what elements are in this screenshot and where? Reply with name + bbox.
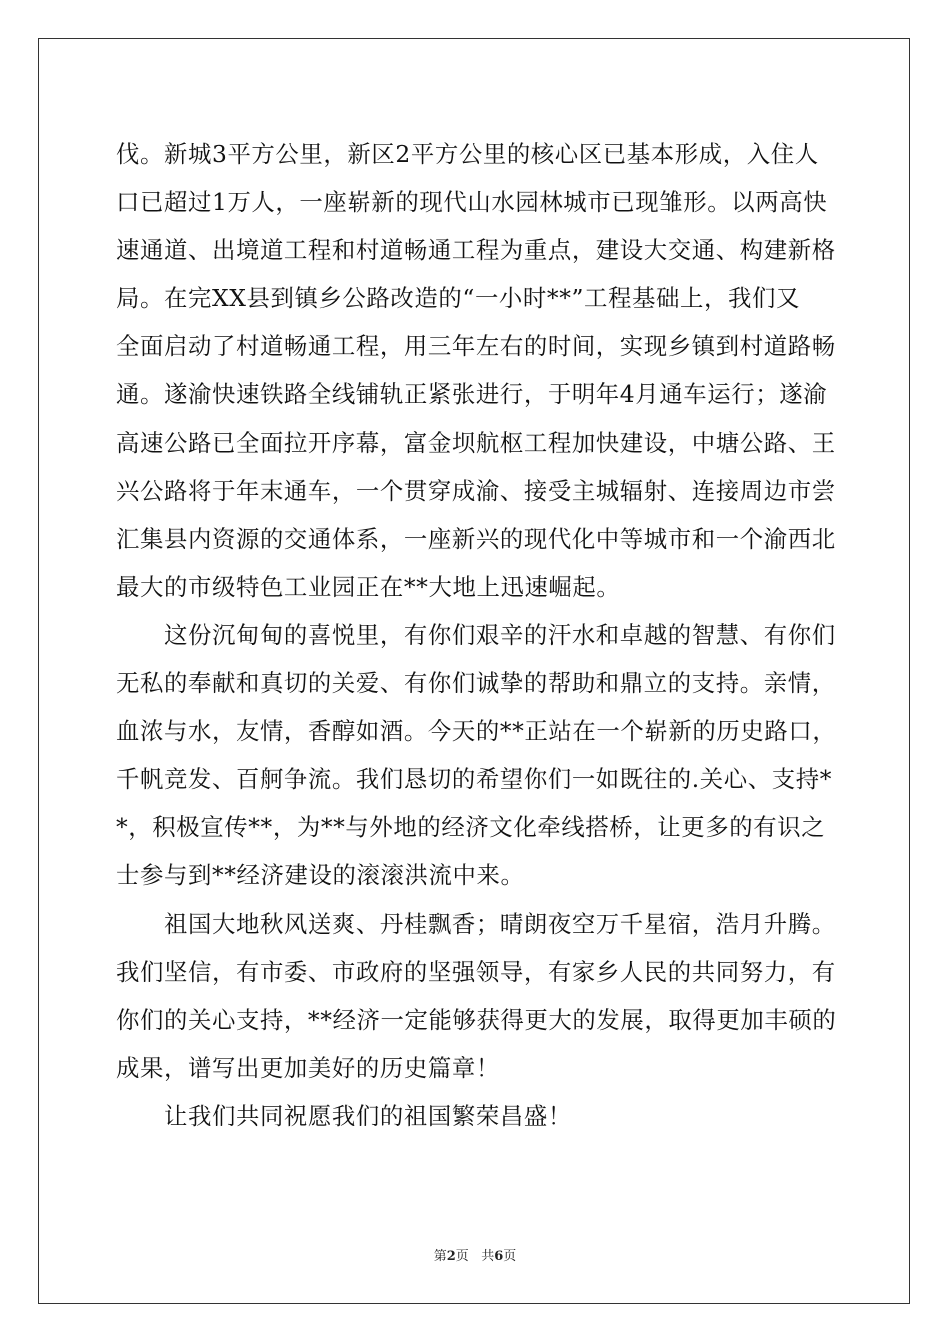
total-prefix: 共 (481, 1249, 495, 1264)
page-footer (0, 1245, 950, 1264)
text-line: 这份沉甸甸的喜悦里，有你们艰辛的汗水和卓越的智慧、有你们 (116, 620, 836, 649)
page-prefix: 第 (433, 1249, 447, 1264)
total-suffix: 页 (503, 1249, 517, 1264)
total-pages: 6 (494, 1249, 504, 1264)
text-line: 血浓与水，友情，香醇如酒。今天的**正站在一个崭新的历史路口， (116, 717, 836, 746)
text-line: 口已超过1万人，一座崭新的现代山水园林城市已现雏形。以两高快 (116, 188, 828, 217)
text-line: 最大的市级特色工业园正在**大地上迅速崛起。 (116, 572, 621, 601)
text-line: 让我们共同祝愿我们的祖国繁荣昌盛！ (116, 1101, 572, 1130)
text-line: 兴公路将于年末通车，一个贯穿成渝、接受主城辐射、连接周边市尝 (116, 476, 836, 505)
text-line: *，积极宣传**，为**与外地的经济文化牵线搭桥，让更多的有识之 (116, 813, 826, 842)
page-number: 2 (446, 1249, 456, 1264)
text-line: 局。在完XX县到镇乡公路改造的“一小时**”工程基础上，我们又 (116, 284, 800, 313)
text-line: 速通道、出境道工程和村道畅通工程为重点，建设大交通、构建新格 (116, 236, 836, 265)
document-body (116, 130, 836, 1140)
text-line: 千帆竞发、百舸争流。我们恳切的希望你们一如既往的.关心、支持* (116, 765, 833, 794)
text-line: 全面启动了村道畅通工程，用三年左右的时间，实现乡镇到村道路畅 (116, 332, 836, 361)
text-line: 无私的奉献和真切的关爱、有你们诚挚的帮助和鼎立的支持。亲情， (116, 669, 836, 698)
text-line: 祖国大地秋风送爽、丹桂飘香；晴朗夜空万千星宿，浩月升腾。 (116, 909, 836, 938)
text-line: 伐。新城3平方公里，新区2平方公里的核心区已基本形成，入住人 (116, 140, 819, 168)
text-line: 我们坚信，有市委、市政府的坚强领导，有家乡人民的共同努力，有 (116, 957, 836, 986)
text-line: 成果，谱写出更加美好的历史篇章！ (116, 1053, 500, 1082)
text-line: 你们的关心支持，**经济一定能够获得更大的发展，取得更加丰硕的 (116, 1005, 836, 1034)
text-line: 高速公路已全面拉开序幕，富金坝航枢工程加快建设，中塘公路、王 (116, 428, 836, 457)
text-line: 汇集县内资源的交通体系，一座新兴的现代化中等城市和一个渝西北 (116, 524, 836, 553)
text-line: 通。遂渝快速铁路全线铺轨正紧张进行，于明年4月通车运行；遂渝 (116, 380, 828, 409)
text-line: 士参与到**经济建设的滚滚洪流中来。 (116, 861, 525, 890)
page-suffix: 页 (455, 1249, 469, 1264)
